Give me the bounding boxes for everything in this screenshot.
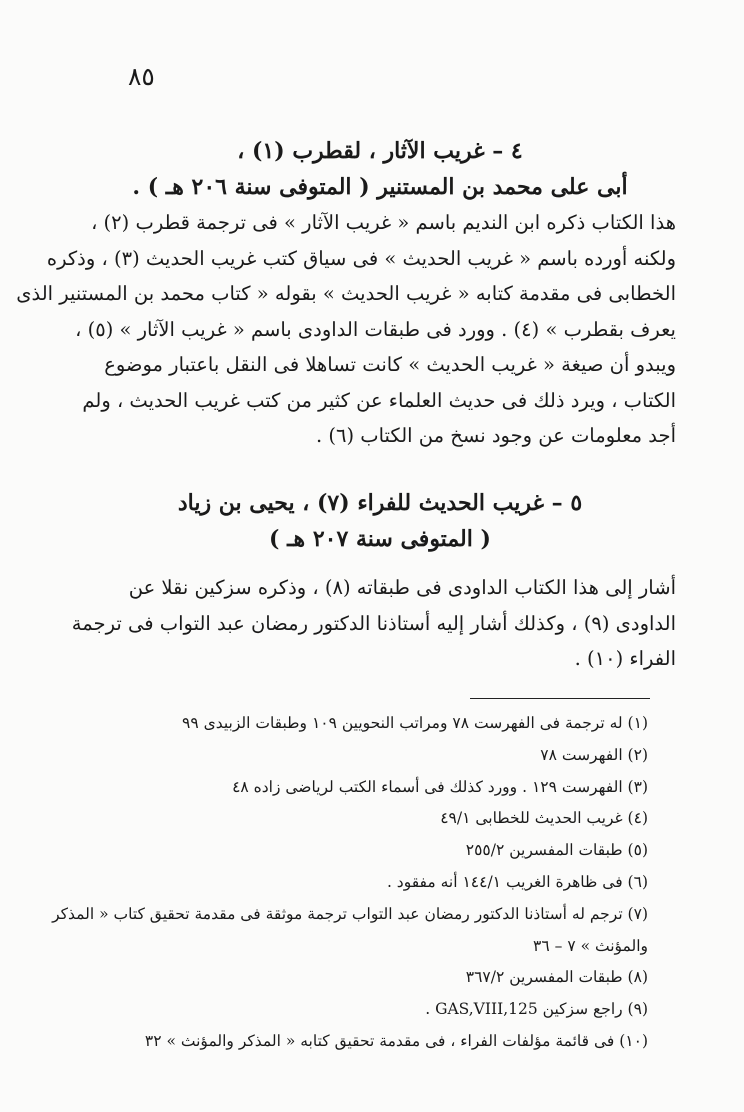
footnote: (١٠) فى قائمة مؤلفات الفراء ، فى مقدمة تحقيق كتابه « المذكر والمؤنث » ٣٢ bbox=[144, 1031, 648, 1050]
footnote-divider bbox=[470, 698, 650, 699]
footnotes bbox=[52, 708, 648, 1058]
paragraph-line: الكتاب ، ويرد ذلك فى حديث العلماء عن كثير من كتب غريب الحديث ، ولم bbox=[82, 388, 676, 412]
section-4-subtitle: أبى على محمد بن المستنير ( المتوفى سنة ٢٠٦ هـ ) . bbox=[132, 174, 628, 200]
footnote: (٤) غريب الحديث للخطابى ٤٩/١ bbox=[440, 809, 648, 828]
paragraph-line: ولكنه أورده باسم « غريب الحديث » فى سياق كتب غريب الحديث (٣) ، وذكره bbox=[46, 246, 676, 270]
paragraph-line: الفراء (١٠) . bbox=[574, 647, 676, 670]
footnote: (٢) الفهرست ٧٨ bbox=[540, 745, 648, 764]
section-5-title: ٥ – غريب الحديث للفراء (٧) ، يحيى بن زياد bbox=[177, 490, 583, 516]
section-5-paragraph bbox=[71, 570, 676, 677]
page-number: ٨٥ bbox=[128, 62, 155, 91]
paragraph-line: الخطابى فى مقدمة كتابه « غريب الحديث » بقوله « كتاب محمد بن المستنير الذى bbox=[16, 282, 676, 305]
paragraph-line: يعرف بقطرب » (٤) . وورد فى طبقات الداودى باسم « غريب الآثار » (٥) ، bbox=[75, 317, 676, 341]
footnote: (٦) فى ظاهرة الغريب ١٤٤/١ أنه مفقود . bbox=[386, 872, 648, 891]
paragraph-line: الداودى (٩) ، وكذلك أشار إليه أستاذنا الدكتور رمضان عبد التواب فى ترجمة bbox=[71, 611, 676, 635]
footnote: (٧) ترجم له أستاذنا الدكتور رمضان عبد التواب ترجمة موثقة فى مقدمة تحقيق كتاب « المذكر bbox=[52, 904, 648, 923]
footnote-continuation: والمؤنث » ٧ – ٣٦ bbox=[533, 936, 648, 955]
section-4-paragraph bbox=[16, 205, 676, 454]
footnote: (٨) طبقات المفسرين ٣٦٧/٢ bbox=[465, 968, 648, 987]
paragraph-line: هذا الكتاب ذكره ابن النديم باسم « غريب الآثار » فى ترجمة قطرب (٢) ، bbox=[91, 211, 676, 234]
section-5-subtitle: ( المتوفى سنة ٢٠٧ هـ ) bbox=[269, 526, 491, 552]
paragraph-line: ويبدو أن صيغة « غريب الحديث » كانت تساهلا فى النقل باعتبار موضوع bbox=[104, 353, 676, 376]
paragraph-line: أجد معلومات عن وجود نسخ من الكتاب (٦) . bbox=[315, 424, 676, 447]
paragraph-line: أشار إلى هذا الكتاب الداودى فى طبقاته (٨) ، وذكره سزكين نقلا عن bbox=[128, 576, 676, 599]
footnote: (٩) راجع سزكين GAS,VIII,125 . bbox=[425, 1000, 648, 1019]
section-4-title: ٤ – غريب الآثار ، لقطرب (١) ، bbox=[237, 138, 523, 164]
footnote: (٣) الفهرست ١٢٩ . وورد كذلك فى أسماء الكتب لرياضى زاده ٤٨ bbox=[232, 777, 648, 796]
footnote: (١) له ترجمة فى الفهرست ٧٨ ومراتب النحويين ١٠٩ وطبقات الزبيدى ٩٩ bbox=[182, 714, 648, 732]
footnote: (٥) طبقات المفسرين ٢٥٥/٢ bbox=[465, 841, 648, 860]
